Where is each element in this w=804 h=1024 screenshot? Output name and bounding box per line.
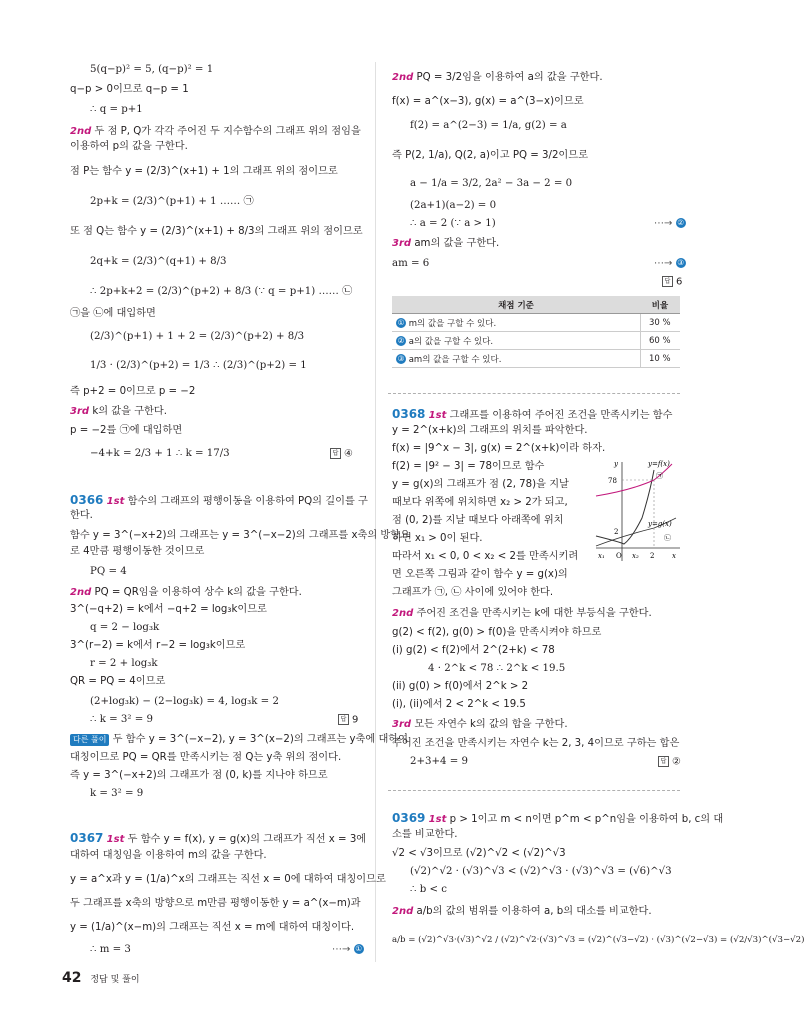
left-line: −4+k = 2/3 + 1 ∴ k = 17/3 — [90, 448, 230, 459]
step-heading: 2nd 주어진 조건을 만족시키는 k에 대한 부등식을 구한다. — [392, 608, 652, 619]
step-text: 두 점 P, Q가 각각 주어진 두 지수함수의 그래프 위의 점임을 — [94, 126, 361, 137]
right-line: (i) g(2) < f(2)에서 2^(2+k) < 78 — [392, 645, 555, 656]
right-line: 4 · 2^k < 78 ∴ 2^k < 19.5 — [428, 663, 566, 674]
problem-number: 0368 — [392, 407, 426, 421]
left-line: 함수 y = 3^(−x+2)의 그래프는 y = 3^(−x−2)의 그래프를 x축의 방향으 — [70, 530, 410, 541]
graph-label: x — [672, 552, 676, 560]
answer-0368: 답 ② — [658, 756, 681, 769]
step-heading: 3rd k의 값을 구한다. — [70, 406, 167, 417]
section-title: 정답 및 풀이 — [90, 975, 140, 985]
answer-0365: 답 ④ — [330, 448, 353, 461]
grading-table — [392, 296, 680, 368]
right-line: a − 1/a = 3/2, 2a² − 3a − 2 = 0 — [410, 178, 573, 189]
left-line: 즉 y = 3^(−x+2)의 그래프가 점 (0, k)를 지나야 하므로 — [70, 770, 328, 781]
f-curve — [596, 470, 654, 544]
right-line: 따라서 x₁ < 0, 0 < x₂ < 2를 만족시키려 — [392, 551, 579, 562]
step-heading: 2nd PQ = QR임을 이용하여 상수 k의 값을 구한다. — [70, 587, 302, 598]
left-line: ∴ m = 3 — [90, 944, 131, 955]
right-line: (√2)^√2 · (√3)^√3 < (√2)^√3 · (√3)^√3 = (√6)^√3 — [410, 866, 672, 877]
left-line: k = 3² = 9 — [90, 788, 144, 799]
left-line: 대칭이므로 PQ = QR를 만족시키는 점 Q는 y축 위의 점이다. — [70, 752, 342, 763]
graph-label: ㉡ — [664, 534, 671, 542]
left-line: q = 2 − log₃k — [90, 622, 160, 633]
left-line: 한다. — [70, 510, 93, 521]
step-heading: 2nd a/b의 값의 범위를 이용하여 a, b의 대소를 비교한다. — [392, 906, 652, 917]
graph-label: x₁ — [598, 552, 605, 560]
left-line: 두 그래프를 x축의 방향으로 m만큼 평행이동한 y = a^(x−m)과 — [70, 898, 361, 909]
graph-label: 2 — [650, 552, 655, 560]
step-heading: 3rd 모든 자연수 k의 값의 합을 구한다. — [392, 719, 568, 730]
column-divider — [375, 62, 376, 962]
step-heading: 3rd am의 값을 구한다. — [392, 238, 500, 249]
step-text: am의 값을 구한다. — [414, 238, 500, 249]
right-line: 점 (0, 2)를 지날 때보다 아래쪽에 위치 — [392, 515, 564, 526]
step-mark: ⋯→ ① — [332, 944, 362, 955]
left-line: QR = PQ = 4이므로 — [70, 676, 166, 687]
right-line: ∴ b < c — [410, 884, 447, 895]
left-line: 3^(r−2) = k에서 r−2 = log₃k이므로 — [70, 640, 246, 651]
left-line: PQ = 4 — [90, 566, 127, 577]
step-text: 그래프를 이용하여 주어진 조건을 만족시키는 함수 — [449, 410, 673, 421]
left-line: ∴ k = 3² = 9 — [90, 714, 153, 725]
left-line: 점 P는 함수 y = (2/3)^(x+1) + 1의 그래프 위의 점이므로 — [70, 166, 338, 177]
right-line: ∴ a = 2 (∵ a > 1) — [410, 218, 496, 229]
graph-label: y=f(x) — [648, 460, 670, 468]
step-text: a/b의 값의 범위를 이용하여 a, b의 대소를 비교한다. — [416, 906, 652, 917]
graph-label: ㉠ — [656, 472, 663, 480]
left-line: 5(q−p)² = 5, (q−p)² = 1 — [90, 64, 214, 75]
problem-0367-heading: 0367 1st 두 함수 y = f(x), y = g(x)의 그래프가 직선 x = 3에 — [70, 831, 367, 845]
answer-box-icon: 답 — [662, 276, 673, 287]
section-divider — [388, 393, 680, 394]
header-criterion: 채점 기준 — [392, 296, 640, 314]
left-line: p = −2를 ㉠에 대입하면 — [70, 425, 183, 436]
step-text: 모든 자연수 k의 값의 합을 구한다. — [414, 719, 568, 730]
step-text: p > 1이고 m < n이면 p^m < p^n임을 이용하여 b, c의 대 — [449, 814, 724, 825]
answer-box-icon: 답 — [658, 756, 669, 767]
left-line: 2p+k = (2/3)^(p+1) + 1 …… ㉠ — [90, 196, 254, 207]
page-footer — [62, 970, 140, 986]
left-line: 3^(−q+2) = k에서 −q+2 = log₃k이므로 — [70, 604, 267, 615]
ratio-cell: 30 % — [640, 314, 680, 332]
left-line: 또 점 Q는 함수 y = (2/3)^(x+1) + 8/3의 그래프 위의 점이므로 — [70, 226, 363, 237]
right-line: 소를 비교한다. — [392, 829, 458, 840]
left-line: q−p > 0이므로 q−p = 1 — [70, 84, 189, 95]
ratio-cell: 10 % — [640, 350, 680, 368]
left-line: ∴ q = p+1 — [90, 104, 143, 115]
left-line: ∴ 2p+k+2 = (2/3)^(p+2) + 8/3 (∵ q = p+1) …… ㉡ — [90, 286, 353, 297]
graph-label: y — [614, 460, 618, 468]
left-line: y = (1/a)^(x−m)의 그래프는 직선 x = m에 대하여 대칭이다. — [70, 922, 355, 933]
right-line: am = 6 — [392, 258, 430, 269]
step-text: 함수의 그래프의 평행이동을 이용하여 PQ의 길이를 구 — [127, 496, 368, 507]
graph-label: 78 — [608, 477, 617, 485]
step-mark: ⋯→ ② — [654, 218, 684, 229]
step-text: 두 함수 y = f(x), y = g(x)의 그래프가 직선 x = 3에 — [127, 834, 367, 845]
ratio-cell: 60 % — [640, 332, 680, 350]
graph-label: 2 — [614, 528, 619, 536]
answer-0366r: 답 6 — [662, 276, 682, 289]
answer-box-icon: 답 — [338, 714, 349, 725]
section-divider — [388, 790, 680, 791]
right-line: 즉 P(2, 1/a), Q(2, a)이고 PQ = 3/2이므로 — [392, 150, 588, 161]
right-line: 2+3+4 = 9 — [410, 756, 469, 767]
table-row — [392, 314, 680, 332]
problem-number: 0367 — [70, 831, 104, 845]
step-text: PQ = QR임을 이용하여 상수 k의 값을 구한다. — [94, 587, 302, 598]
left-line: ㉠을 ㉡에 대입하면 — [70, 308, 156, 319]
answer-0366: 답 9 — [338, 714, 358, 727]
right-line: 하면 x₁ > 0이 된다. — [392, 533, 483, 544]
step-mark: ⋯→ ③ — [654, 258, 684, 269]
left-line: 1/3 · (2/3)^(p+2) = 1/3 ∴ (2/3)^(p+2) = 1 — [90, 360, 307, 371]
left-line: 즉 p+2 = 0이므로 p = −2 — [70, 386, 196, 397]
right-line: (2a+1)(a−2) = 0 — [410, 200, 497, 211]
page-number: 42 — [62, 970, 82, 986]
step-text: 주어진 조건을 만족시키는 k에 대한 부등식을 구한다. — [416, 608, 652, 619]
criterion-cell: ① m의 값을 구할 수 있다. — [392, 314, 640, 332]
right-line: a/b = (√2)^√3·(√3)^√2 / (√2)^√2·(√3)^√3 = (√2)^(√3−√2) · (√3)^(√2−√3) = (√2/√3)^(√3−√2) — [392, 935, 804, 945]
left-line: 대하여 대칭임을 이용하여 m의 값을 구한다. — [70, 850, 267, 861]
right-line: g(2) < f(2), g(0) > f(0)을 만족시켜야 하므로 — [392, 627, 602, 638]
right-line: 때보다 위쪽에 위치하면 x₂ > 2가 되고, — [392, 497, 568, 508]
right-line: y = 2^(x+k)의 그래프의 위치를 파악한다. — [392, 425, 588, 436]
function-graph — [592, 456, 682, 571]
right-line: 그래프가 ㉠, ㉡ 사이에 있어야 한다. — [392, 587, 554, 598]
problem-0368-heading: 0368 1st 그래프를 이용하여 주어진 조건을 만족시키는 함수 — [392, 407, 673, 421]
left-line: y = a^x과 y = (1/a)^x의 그래프는 직선 x = 0에 대하여 대칭이므로 — [70, 874, 386, 885]
left-line: 이용하여 p의 값을 구한다. — [70, 141, 188, 152]
right-line: f(2) = a^(2−3) = 1/a, g(2) = a — [410, 120, 567, 131]
right-line: f(x) = |9^x − 3|, g(x) = 2^(x+k)이라 하자. — [392, 443, 606, 454]
left-line: 로 4만큼 평행이동한 것이므로 — [70, 546, 205, 557]
step-heading: 2nd PQ = 3/2임을 이용하여 a의 값을 구한다. — [392, 72, 603, 83]
table-row — [392, 350, 680, 368]
step-text: k의 값을 구한다. — [92, 406, 167, 417]
table-row — [392, 332, 680, 350]
answer-box-icon: 답 — [330, 448, 341, 459]
problem-0366-heading: 0366 1st 함수의 그래프의 평행이동을 이용하여 PQ의 길이를 구 — [70, 493, 368, 507]
right-line: 주어진 조건을 만족시키는 자연수 k는 2, 3, 4이므로 구하는 합은 — [392, 738, 680, 749]
right-line: f(x) = a^(x−3), g(x) = a^(3−x)이므로 — [392, 96, 584, 107]
problem-0369-heading: 0369 1st p > 1이고 m < n이면 p^m < p^n임을 이용하여 b, c의 대 — [392, 811, 724, 825]
alt-solution-badge: 다른 풀이 — [70, 734, 109, 746]
graph-label: y=g(x) — [648, 520, 672, 528]
right-line: √2 < √3이므로 (√2)^√2 < (√2)^√3 — [392, 848, 566, 859]
left-line: (2+log₃k) − (2−log₃k) = 4, log₃k = 2 — [90, 696, 279, 707]
problem-number: 0366 — [70, 493, 104, 507]
grading-table-header — [392, 296, 680, 314]
right-line: (ii) g(0) > f(0)에서 2^k > 2 — [392, 681, 529, 692]
alt-solution: 다른 풀이 두 함수 y = 3^(−x−2), y = 3^(x−2)의 그래프는 y축에 대하여 — [70, 734, 408, 746]
header-ratio: 비율 — [640, 296, 680, 314]
graph-label: O — [616, 552, 622, 560]
right-line: 면 오른쪽 그림과 같이 함수 y = g(x)의 — [392, 569, 568, 580]
left-line: r = 2 + log₃k — [90, 658, 158, 669]
criterion-cell: ② a의 값을 구할 수 있다. — [392, 332, 640, 350]
graph-label: x₂ — [632, 552, 639, 560]
right-line: (i), (ii)에서 2 < 2^k < 19.5 — [392, 699, 526, 710]
step-heading: 2nd 두 점 P, Q가 각각 주어진 두 지수함수의 그래프 위의 점임을 — [70, 126, 361, 137]
right-line: y = g(x)의 그래프가 점 (2, 78)을 지날 — [392, 479, 569, 490]
step-text: PQ = 3/2임을 이용하여 a의 값을 구한다. — [416, 72, 603, 83]
left-line: (2/3)^(p+1) + 1 + 2 = (2/3)^(p+2) + 8/3 — [90, 331, 305, 342]
criterion-cell: ③ am의 값을 구할 수 있다. — [392, 350, 640, 368]
left-line: 2q+k = (2/3)^(q+1) + 8/3 — [90, 256, 227, 267]
problem-number: 0369 — [392, 811, 426, 825]
right-line: f(2) = |9² − 3| = 78이므로 함수 — [392, 461, 545, 472]
